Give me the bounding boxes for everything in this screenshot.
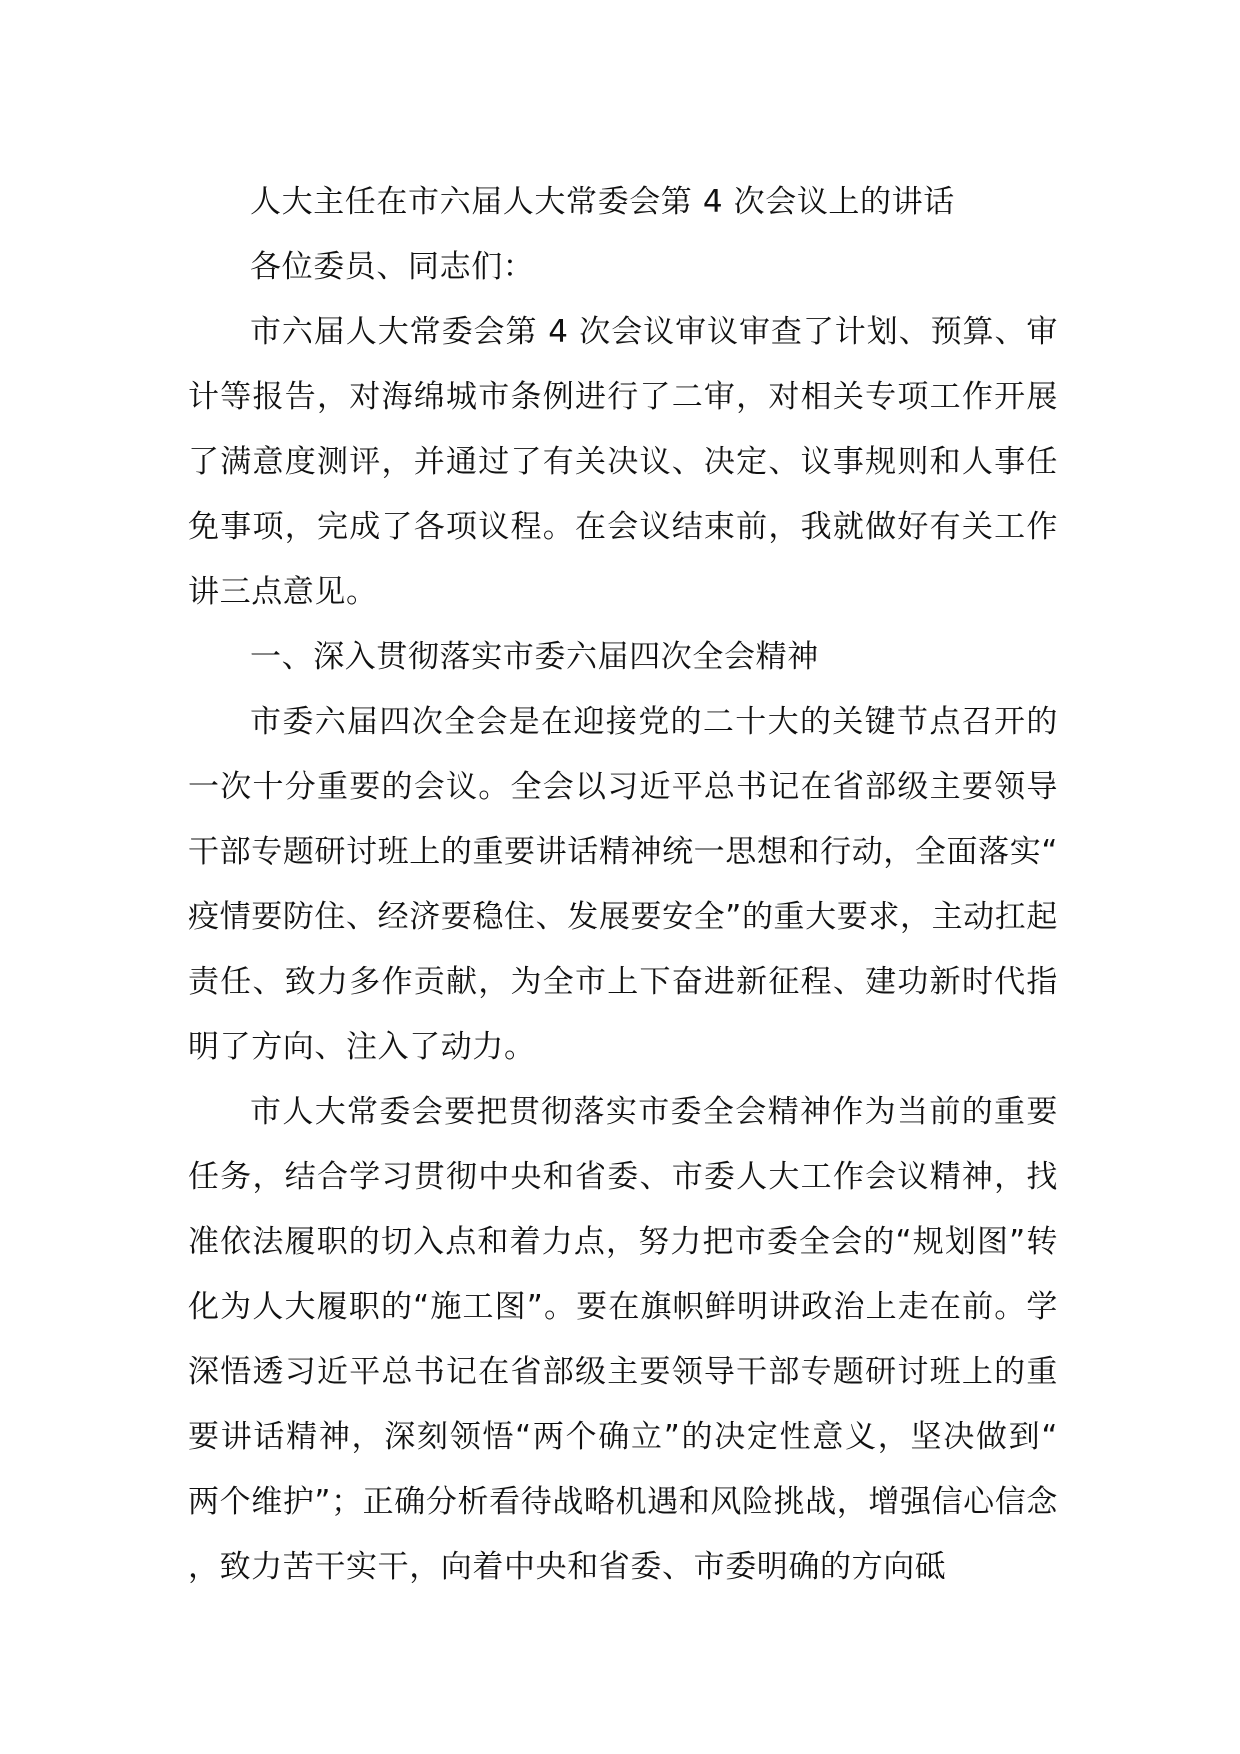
paragraph-tasks: 市人大常委会要把贯彻落实市委全会精神作为当前的重要任务，结合学习贯彻中央和省委、市委人大工作会议精神，找准依法履职的切入点和着力点，努力把市委全会的“规划图”转化为人大履职的“施工图”。要在旗帜鲜明讲政治上走在前。学深悟透习近平总书记在省部级主要领导干部专题研讨班上的重要讲话精神，深刻领悟“两个确立”的决定性意义，坚决做到“两个维护”；正确分析看待战略机遇和风险挑战，增强信心信念，致力苦干实干，向着中央和省委、市委明确的方向砥 [188, 1094, 1058, 1585]
section-heading-1: 一、深入贯彻落实市委六届四次全会精神 [250, 639, 819, 675]
document-body [188, 170, 1058, 1600]
document-title: 人大主任在市六届人大常委会第 4 次会议上的讲话 [250, 184, 955, 220]
paragraph-plenary: 市委六届四次全会是在迎接党的二十大的关键节点召开的一次十分重要的会议。全会以习近平总书记在省部级主要领导干部专题研讨班上的重要讲话精神统一思想和行动，全面落实“疫情要防住、经济要稳住、发展要安全”的重大要求，主动扛起责任、致力多作贡献，为全市上下奋进新征程、建功新时代指明了方向、注入了动力。 [188, 704, 1058, 1065]
paragraph-intro: 市六届人大常委会第 4 次会议审议审查了计划、预算、审计等报告，对海绵城市条例进行了二审，对相关专项工作开展了满意度测评，并通过了有关决议、决定、议事规则和人事任免事项，完成了各项议程。在会议结束前，我就做好有关工作讲三点意见。 [188, 314, 1058, 610]
salutation: 各位委员、同志们： [250, 249, 535, 285]
